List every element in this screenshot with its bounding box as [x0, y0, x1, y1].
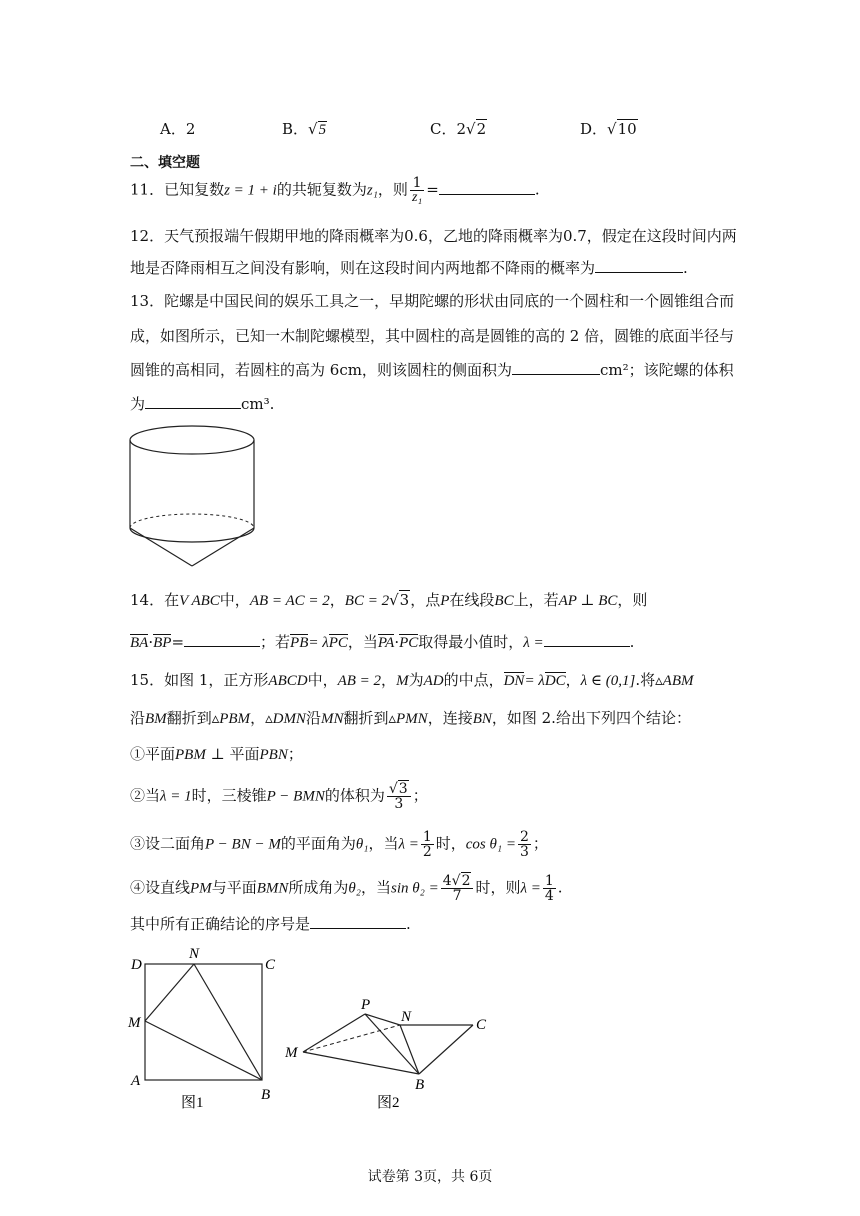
question-14-line-2: BA·BP= ；若PB= λPC，当PA·PC取得最小值时，λ = . — [130, 633, 635, 651]
option-b: B．√5 — [282, 120, 327, 138]
question-12-line-2: 地是否降雨相互之间没有影响，则在这段时间内两地都不降雨的概率为 . — [130, 259, 688, 277]
question-14-line-1: 14．在V ABC中，AB = AC = 2，BC = 2√3，点P在线段BC上，若AP ⊥ BC，则 — [130, 591, 648, 609]
option-d: D．√10 — [580, 120, 637, 138]
answer-blank-13a[interactable] — [512, 360, 600, 375]
answer-blank-14b[interactable] — [544, 632, 630, 647]
question-13-line-3: 圆锥的高相同，若圆柱的高为 6cm，则该圆柱的侧面积为 cm²；该陀螺的体积 — [130, 361, 734, 379]
caption-fig2: 图2 — [377, 1095, 400, 1111]
label-D: D — [131, 957, 142, 973]
label-M: M — [128, 1015, 141, 1031]
option-a: A．2 — [160, 120, 196, 138]
label-B: B — [261, 1087, 271, 1103]
conclusion-3: ③设二面角P − BN − M的平面角为θ₁，当λ = $\frac{1}{2}$ 时，cos θ₁ = $\frac{2}{3}$ ； — [130, 829, 548, 860]
section-title: 二、填空题 — [130, 155, 200, 171]
answer-blank-11[interactable] — [439, 180, 535, 195]
conclusion-4: ④设直线PM与平面BMN所成角为θ₂，当sin θ₂ = $\frac{4√2}{7}$ 时，则λ = $\frac{1}{4}$ . — [130, 873, 563, 904]
caption-fig1: 图1 — [181, 1095, 204, 1111]
fraction-1-over-z1: $\frac{1}{\text{z₁}}$ — [411, 175, 423, 205]
label-C: C — [265, 957, 276, 973]
conclusion-2: ②当λ = 1时，三棱锥P − BMN的体积为 $\frac{√3}{3}$ ； — [130, 781, 428, 812]
figure-1 — [125, 945, 285, 1115]
answer-blank-14a[interactable] — [184, 632, 260, 647]
question-12-line-1: 12．天气预报端午假期甲地的降雨概率为0.6，乙地的降雨概率为0.7，假定在这段时间内两 — [130, 227, 737, 245]
label-N: N — [189, 946, 200, 962]
option-c: C．2√2 — [430, 120, 487, 138]
label-A: A — [131, 1073, 141, 1089]
answer-blank-13b[interactable] — [145, 394, 241, 409]
question-13-line-2: 成，如图所示，已知一木制陀螺模型，其中圆柱的高是圆锥的高的 2 倍，圆锥的底面半径与 — [130, 327, 735, 345]
label-C2: C — [476, 1017, 487, 1033]
label-M2: M — [285, 1045, 298, 1061]
question-15-line-1: 15．如图 1，正方形ABCD中，AB = 2，M为AD的中点，DN= λDC，λ ∈ (0,1].将▵ABM — [130, 671, 694, 689]
question-11: 11．已知复数z = 1 + i的共轭复数为z₁，则 $\frac{1}{\text{z₁}}$ = . — [130, 175, 540, 205]
answer-blank-12[interactable] — [595, 258, 683, 273]
label-N2: N — [401, 1009, 412, 1025]
label-P: P — [361, 997, 371, 1013]
question-13-line-4: 为 cm³. — [130, 395, 275, 413]
spinning-top-figure — [125, 420, 265, 570]
answer-blank-15[interactable] — [310, 914, 406, 929]
question-15-ask: 其中所有正确结论的序号是 . — [130, 915, 411, 933]
figure-2 — [285, 995, 505, 1115]
conclusion-1: ①平面PBM ⊥ 平面PBN； — [130, 745, 303, 763]
page-footer: 试卷第 3页，共 6页 — [367, 1169, 493, 1185]
question-15-line-2: 沿BM翻折到▵PBM，▵DMN沿MN翻折到▵PMN，连接BN，如图 2.给出下列四个结论： — [130, 709, 691, 727]
label-B2: B — [415, 1077, 425, 1093]
question-13-line-1: 13．陀螺是中国民间的娱乐工具之一，早期陀螺的形状由同底的一个圆柱和一个圆锥组合而 — [130, 292, 735, 310]
